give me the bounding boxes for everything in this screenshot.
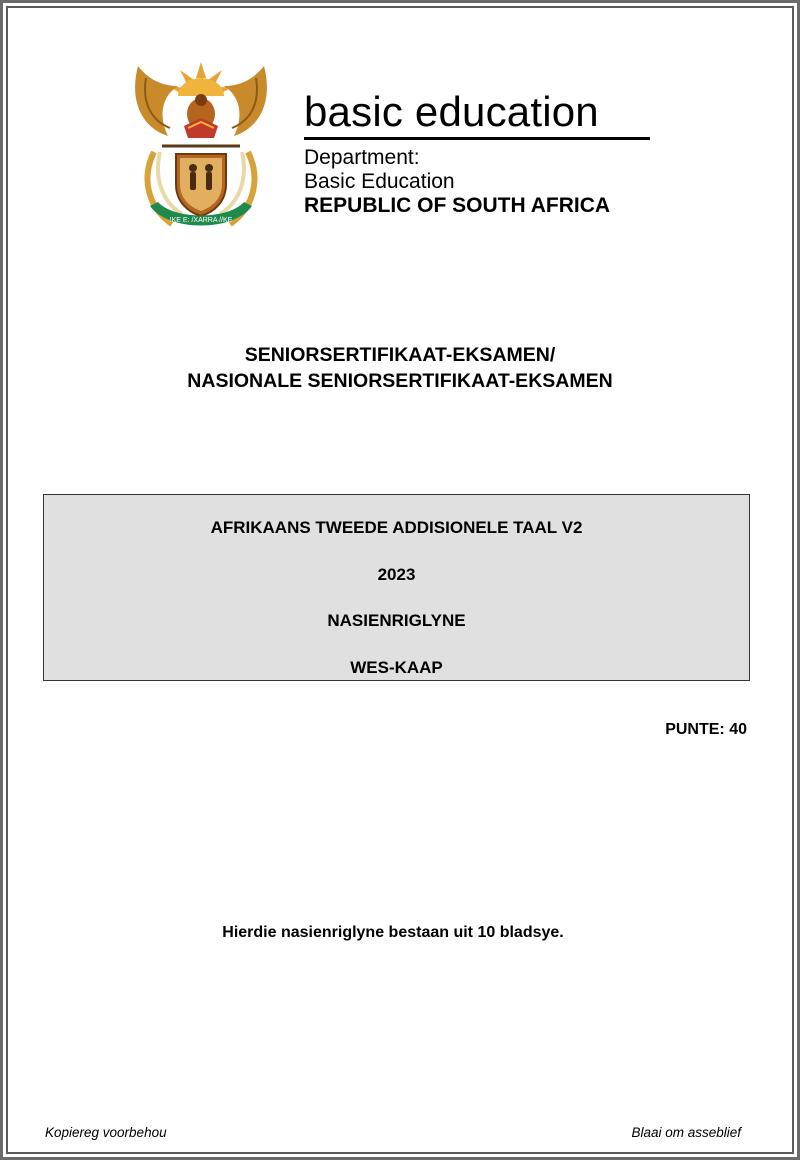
footer-turn-page: Blaai om asseblief [631, 1125, 741, 1140]
province: WES-KAAP [350, 658, 443, 677]
page-count-note: Hierdie nasienriglyne bestaan uit 10 bladsye. [222, 924, 564, 941]
logo-divider [304, 137, 650, 140]
coat-of-arms-icon [128, 56, 274, 234]
logo-department-label: Department: [304, 146, 420, 169]
subject-name: AFRIKAANS TWEEDE ADDISIONELE TAAL V2 [210, 518, 583, 537]
department-logo-title: basic education [304, 88, 599, 135]
exam-title-line2: NASIONALE SENIORSERTIFIKAAT-EKSAMEN [187, 370, 613, 392]
crest-motto: !KE E: /XARRA //KE [169, 217, 233, 224]
subject-box [43, 494, 750, 681]
sun-rays [168, 62, 234, 96]
logo-department-name: Basic Education [304, 170, 455, 193]
document-type: NASIENRIGLYNE [327, 611, 466, 630]
total-marks: PUNTE: 40 [665, 721, 747, 738]
exam-title-line1: SENIORSERTIFIKAAT-EKSAMEN/ [244, 344, 556, 366]
logo-country-name: REPUBLIC OF SOUTH AFRICA [304, 194, 611, 217]
exam-year: 2023 [377, 565, 416, 584]
footer-copyright: Kopiereg voorbehou [45, 1125, 167, 1140]
